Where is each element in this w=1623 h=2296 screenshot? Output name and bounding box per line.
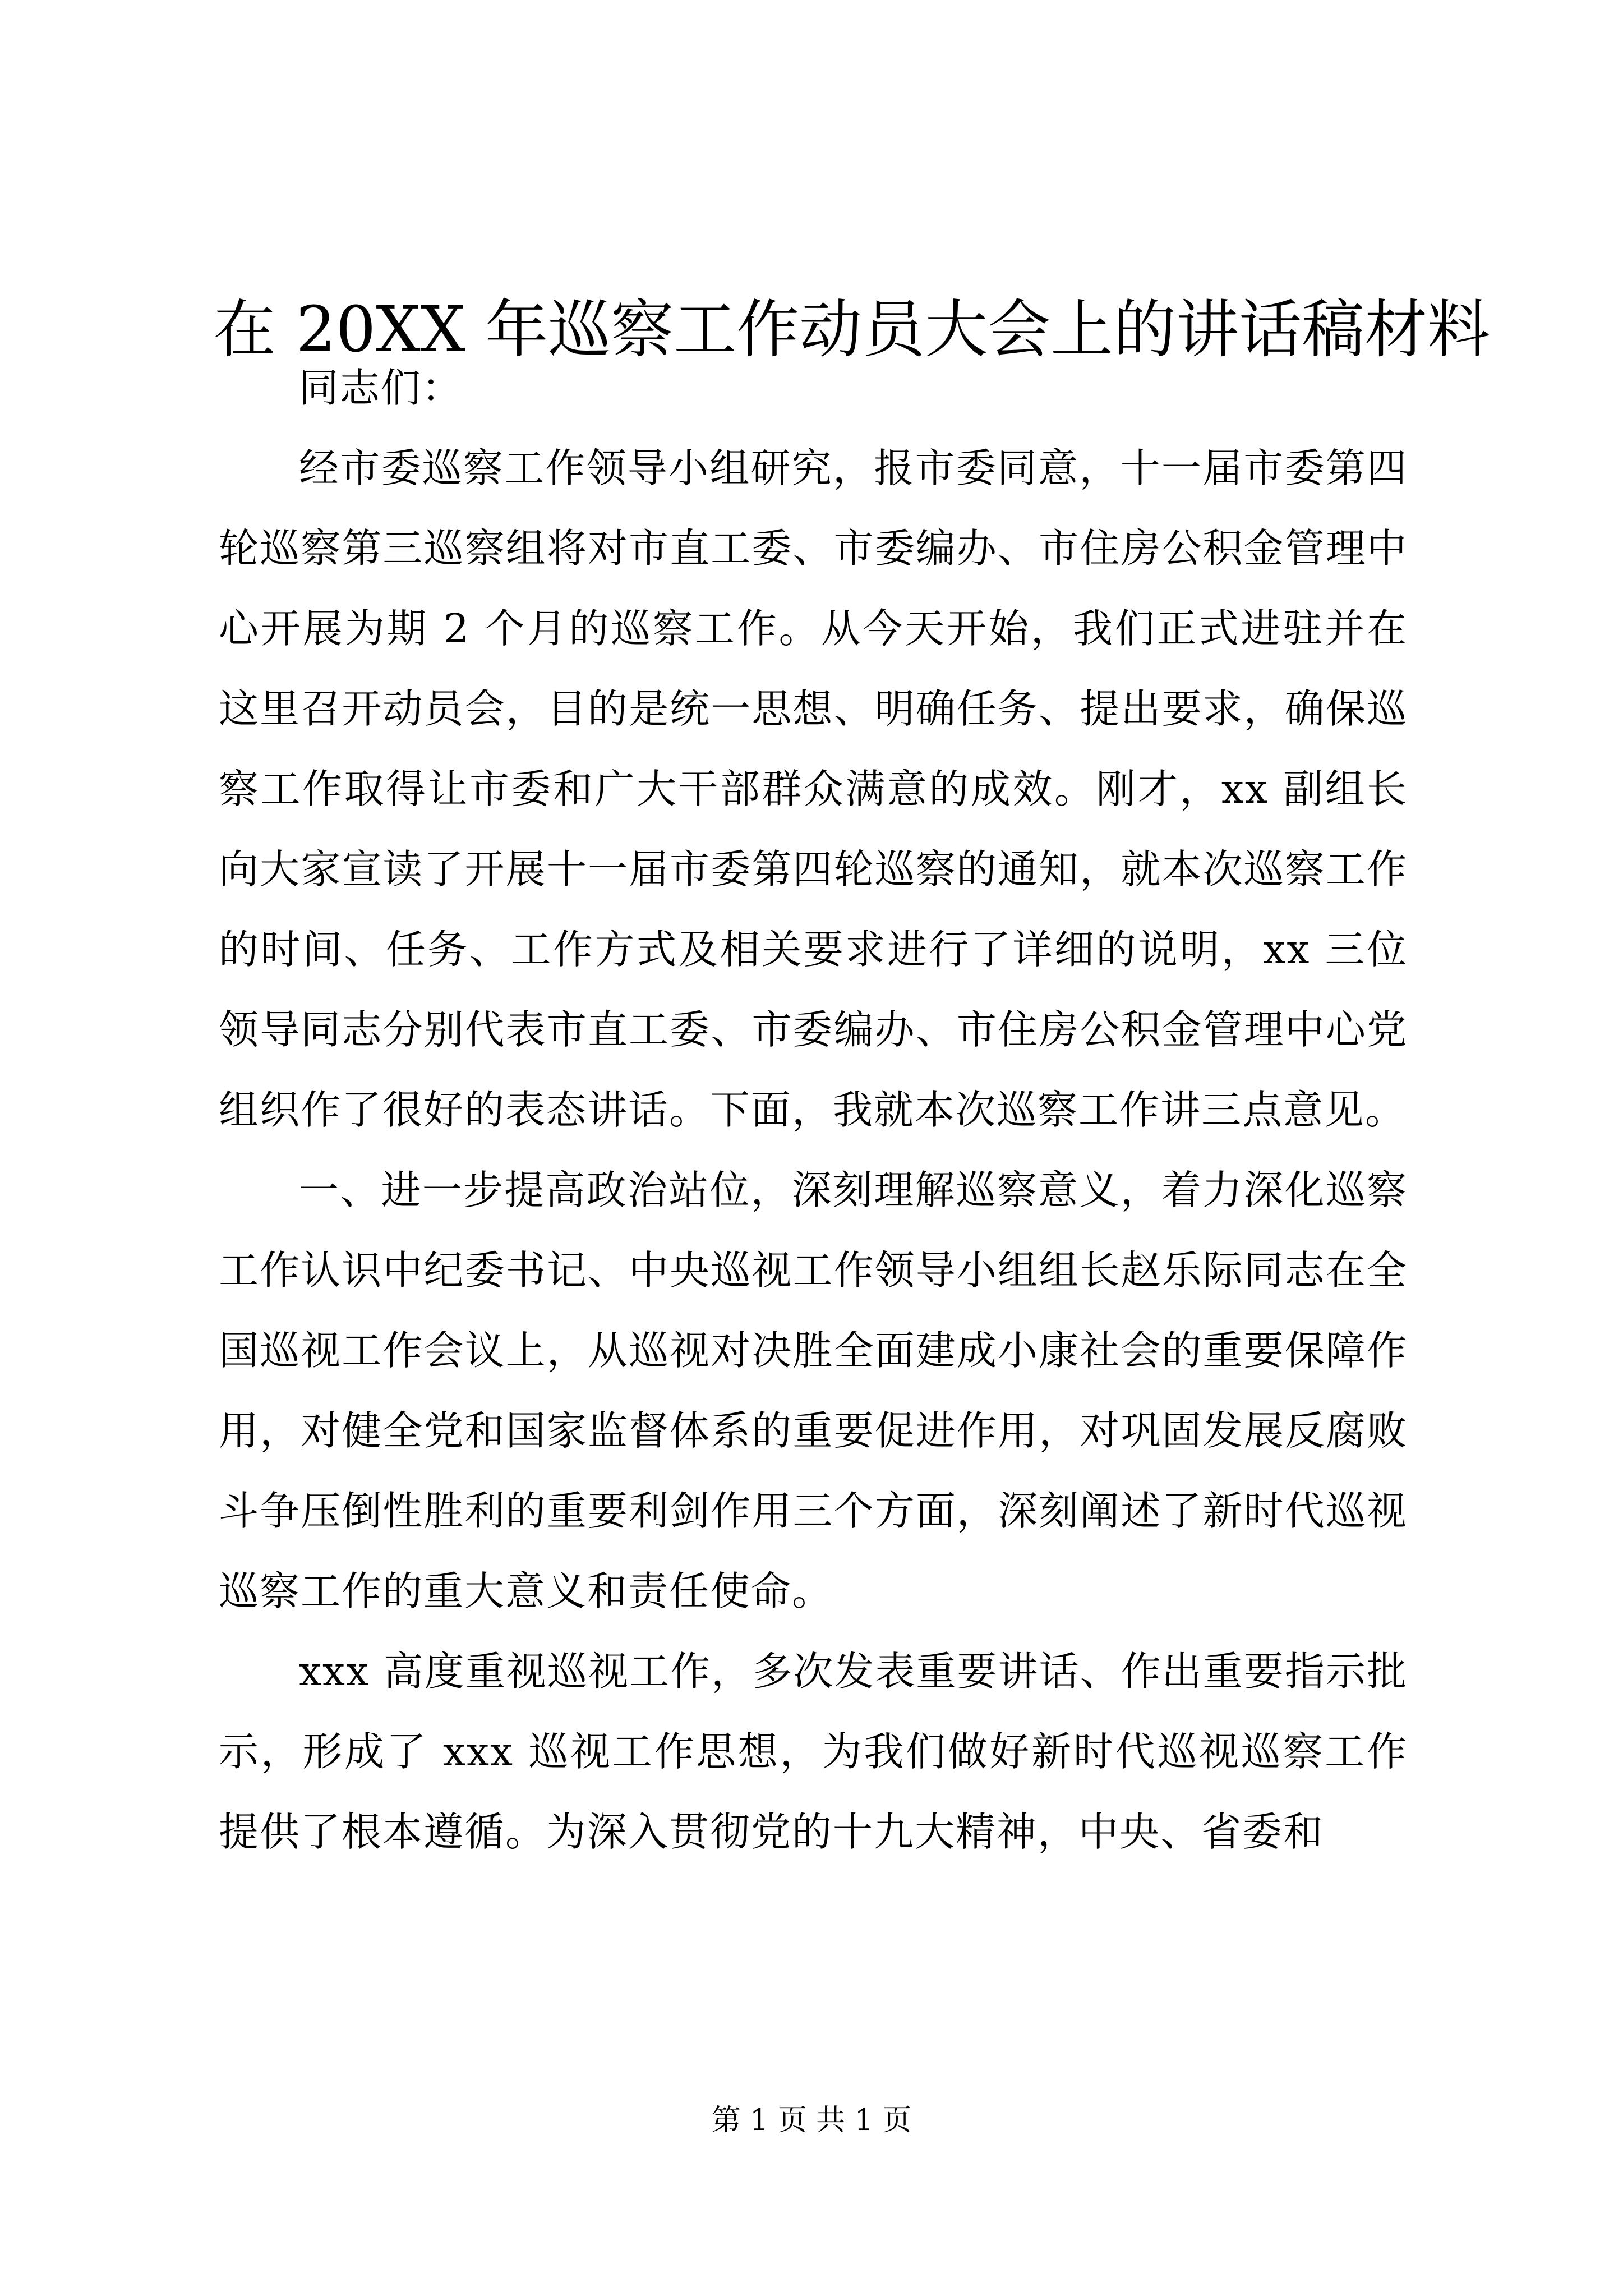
paragraph-2: 一、进一步提高政治站位，深刻理解巡察意义，着力深化巡察工作认识中纪委书记、中央巡视工作领导小组组长赵乐际同志在全国巡视工作会议上，从巡视对决胜全面建成小康社会的重要保障作用，对健全党和国家监督体系的重要促进作用，对巩固发展反腐败斗争压倒性胜利的重要利剑作用三个方面，深刻阐述了新时代巡视巡察工作的重大意义和责任使命。 (219, 1167, 1408, 1614)
paragraph-1: 经市委巡察工作领导小组研究，报市委同意，十一届市委第四轮巡察第三巡察组将对市直工委、市委编办、市住房公积金管理中心开展为期 2 个月的巡察工作。从今天开始，我们正式进驻并在这里召开动员会，目的是统一思想、明确任务、提出要求，确保巡察工作取得让市委和广大干部群众满意的成效。刚才，xx 副组长向大家宣读了开展十一届市委第四轮巡察的通知，就本次巡察工作的时间、任务、工作方式及相关要求进行了详细的说明，xx 三位领导同志分别代表市直工委、市委编办、市住房公积金管理中心党组织作了很好的表态讲话。下面，我就本次巡察工作讲三点意见。 (219, 445, 1408, 1133)
page-footer: 第 1 页 共 1 页 (711, 2104, 912, 2137)
paragraph-3: xxx 高度重视巡视工作，多次发表重要讲话、作出重要指示批示，形成了 xxx 巡视工作思想，为我们做好新时代巡视巡察工作提供了根本遵循。为深入贯彻党的十九大精神，中央、省委和 (219, 1648, 1408, 1855)
document-title: 在 20XX 年巡察工作动员大会上的讲话稿材料 (213, 293, 1491, 366)
greeting: 同志们： (299, 365, 463, 411)
document-body (219, 348, 1408, 1872)
